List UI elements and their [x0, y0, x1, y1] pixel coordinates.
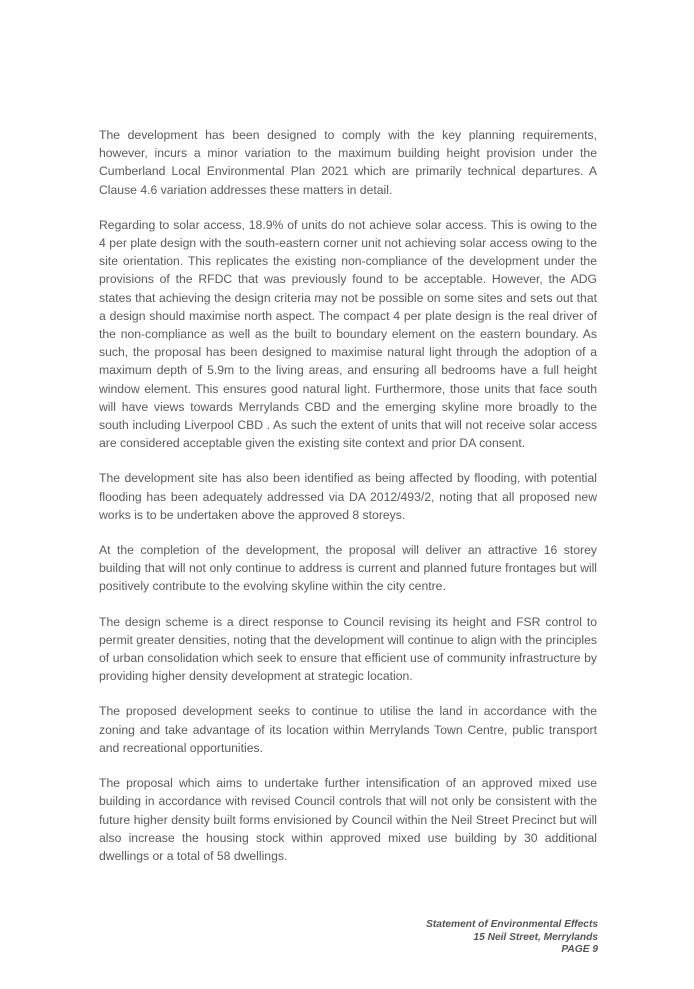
page-footer: [298, 919, 598, 957]
footer-page-number: PAGE 9: [561, 944, 598, 955]
document-body: [99, 126, 597, 882]
paragraph: At the completion of the development, the proposal will deliver an attractive 16 storey building that will not only continue to address is current and planned future frontages but will positively contribute to the evolving skyline within the city centre.: [99, 543, 597, 594]
paragraph: The proposal which aims to undertake further intensification of an approved mixed use building in accordance with revised Council controls that will not only be consistent with the future higher density built forms envisioned by Council within the Neil Street Precinct but will also increase the housing stock within approved mixed use building by 30 additional dwellings or a total of 58 dwellings.: [99, 776, 597, 863]
paragraph: The proposed development seeks to continue to utilise the land in accordance with the zoning and take advantage of its location within Merrylands Town Centre, public transport and recreational opportunities.: [99, 704, 597, 755]
footer-address: 15 Neil Street, Merrylands: [473, 931, 598, 943]
paragraph: Regarding to solar access, 18.9% of units do not achieve solar access. This is owing to the 4 per plate design with the south-eastern corner unit not achieving solar access owing to the site orientation. This replicates the existing non-compliance of the development under the provisions of the RFDC that was previously found to be acceptable. However, the ADG states that achieving the design criteria may not be possible on some sites and sets out that a design should maximise north aspect. The compact 4 per plate design is the real driver of the non-compliance as well as the built to boundary element on the eastern boundary. As such, the proposal has been designed to maximise natural light through the adoption of a maximum depth of 5.9m to the living areas, and ensuring all bedrooms have a full height window element. This ensures good natural light. Furthermore, those units that face south will have views towards Merrylands CBD and the emerging skyline more broadly to the south including Liverpool CBD . As such the extent of units that will not receive solar access are considered acceptable given the existing site context and prior DA consent.: [99, 217, 597, 451]
paragraph: The development has been designed to comply with the key planning requirements, however, incurs a minor variation to the maximum building height provision under the Cumberland Local Environmental Plan 2021 which are primarily technical departures. A Clause 4.6 variation addresses these matters in detail.: [99, 128, 597, 197]
paragraph: The design scheme is a direct response to Council revising its height and FSR control to permit greater densities, noting that the development will continue to align with the principles of urban consolidation which seek to ensure that efficient use of community infrastructure by providing higher density development at strategic location.: [99, 614, 597, 684]
paragraph: The development site has also been identified as being affected by flooding, with potential flooding has been adequately addressed via DA 2012/493/2, noting that all proposed new works is to be undertaken above the approved 8 storeys.: [99, 471, 597, 522]
footer-document-title: Statement of Environmental Effects: [426, 919, 598, 930]
